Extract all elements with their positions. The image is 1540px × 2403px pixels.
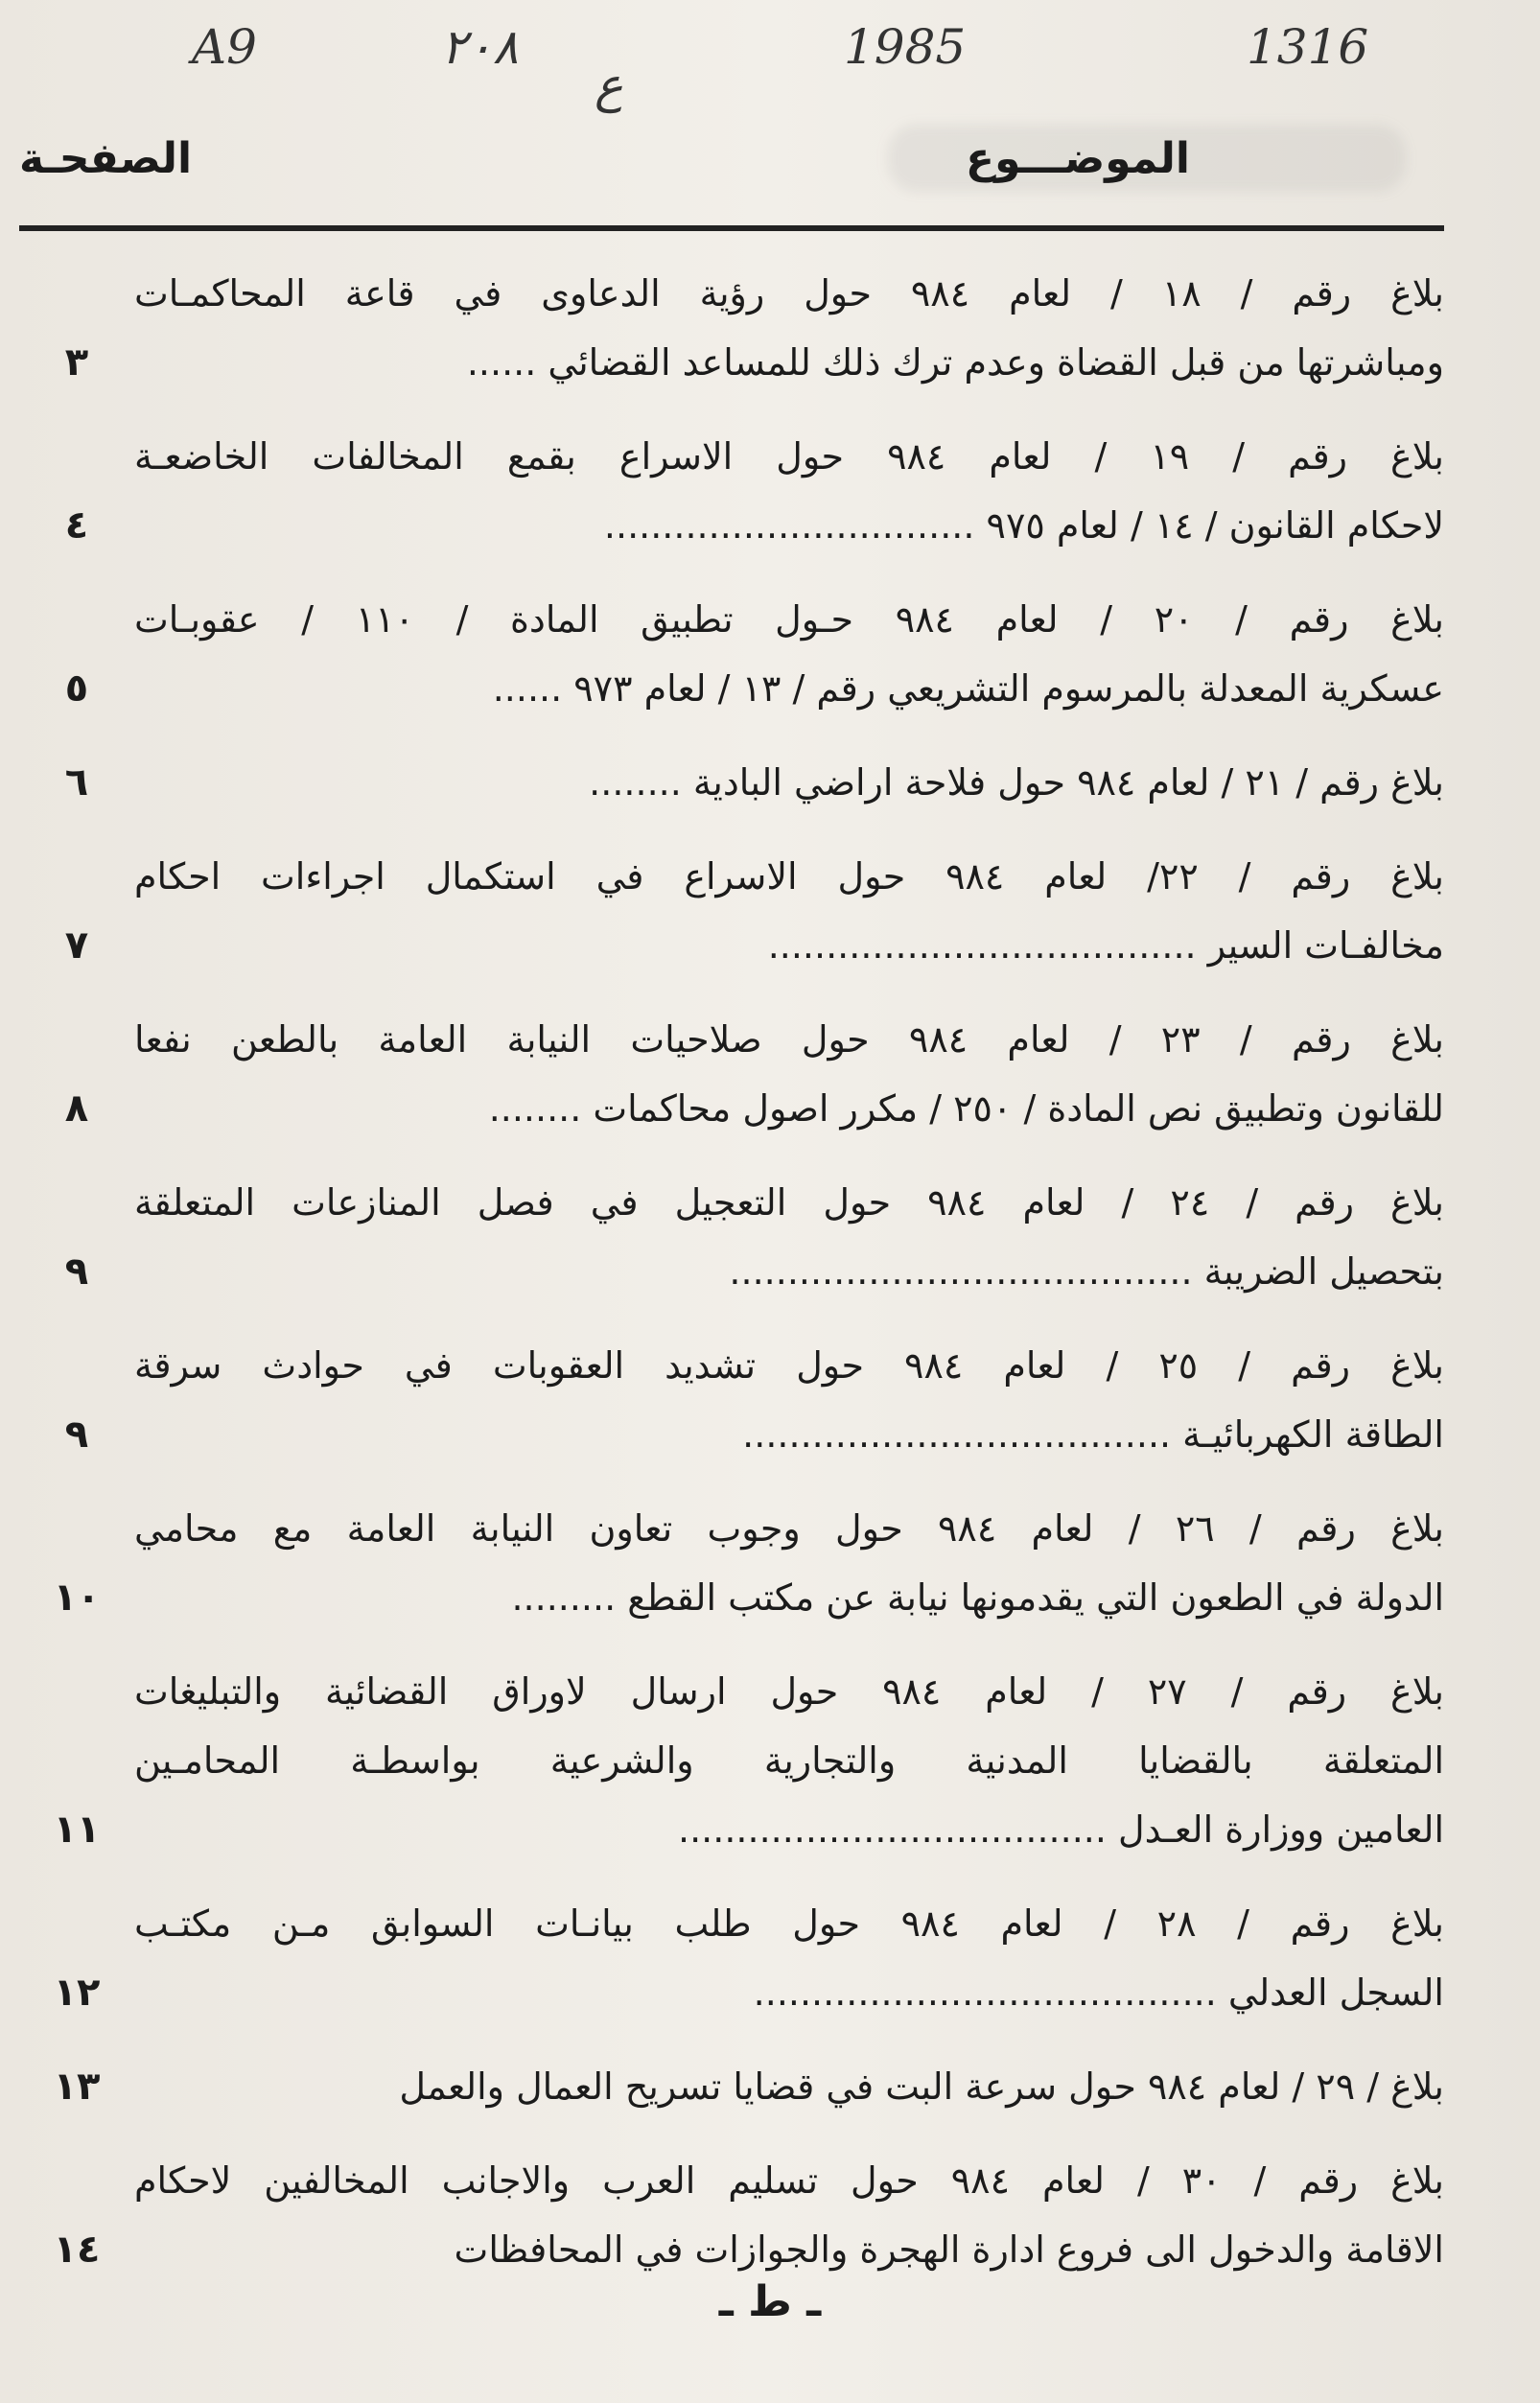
toc-entry [19,1331,1444,1469]
entry-line: ومباشرتها من قبل القضاة وعدم ترك ذلك للمساعد القضائي ...... [466,341,1444,384]
entry-page-number: ١٤ [53,2228,101,2272]
toc-entries [19,259,1444,2272]
entry-line: بلاغ رقم / ١٨ / لعام ٩٨٤ حول رؤية الدعاوى في قاعة المحاكمـات [134,272,1444,315]
toc-entry [19,259,1444,397]
entry-page-number: ٤ [64,503,89,548]
entry-line: بتحصيل الضريبة ........................................ [729,1250,1444,1293]
entry-line: بلاغ رقم / ١٩ / لعام ٩٨٤ حول الاسراع بقمع المخالفات الخاضعـة [134,435,1444,478]
entry-page-number: ١١ [53,1808,101,1852]
toc-entry [19,585,1444,723]
entry-page-number: ٩ [64,1249,89,1294]
entry-line: بلاغ / ٢٩ / لعام ٩٨٤ حول سرعة البت في قضايا تسريح العمال والعمل [399,2065,1444,2108]
table-header [19,134,1444,201]
entry-line: بلاغ رقم / ٣٠ / لعام ٩٨٤ حول تسليم العرب والاجانب المخالفين لاحكام [134,2159,1444,2202]
entry-line: عسكرية المعدلة بالمرسوم التشريعي رقم / ١٣ / لعام ٩٧٣ ...... [492,667,1444,710]
entry-page-number: ١٠ [53,1575,101,1620]
entry-line: للقانون وتطبيق نص المادة / ٢٥٠ / مكرر اصول محاكمات ........ [488,1087,1444,1130]
toc-entry [19,1494,1444,1632]
entry-line: بلاغ رقم / ٢٧ / لعام ٩٨٤ حول ارسال لاوراق القضائية والتبليغات [134,1670,1444,1713]
entry-line: الدولة في الطعون التي يقدمونها نيابة عن مكتب القطع ......... [511,1576,1444,1619]
toc-entry [19,842,1444,980]
entry-page-number: ٩ [64,1412,89,1457]
entry-line: السجل العدلي ........................................ [753,1971,1444,2014]
entry-line: بلاغ رقم / ٢٤ / لعام ٩٨٤ حول التعجيل في فصل المنازعات المتعلقة [134,1181,1444,1224]
toc-entry [19,2052,1444,2121]
entry-line: بلاغ رقم / ٢٣ / لعام ٩٨٤ حول صلاحيات النيابة العامة بالطعن نفعا [134,1018,1444,1061]
entry-line: المتعلقة بالقضايا المدنية والتجارية والشرعية بواسطـة المحامـين [134,1739,1444,1782]
toc-entry [19,1889,1444,2027]
entry-line: مخالفـات السير ..................................... [767,924,1444,967]
handwritten-note-3: ع [595,58,623,113]
handwritten-note-1: A9 [192,19,257,75]
entry-line: بلاغ رقم / ٢٥ / لعام ٩٨٤ حول تشديد العقوبات في حوادث سرقة [134,1344,1444,1387]
entry-line: بلاغ رقم / ٢٦ / لعام ٩٨٤ حول وجوب تعاون النيابة العامة مع محامي [134,1507,1444,1550]
entry-page-number: ٦ [64,760,89,805]
entry-page-number: ٨ [64,1086,89,1131]
entry-page-number: ٣ [64,340,89,385]
page-column-header: الصفحـة [19,134,193,183]
entry-line: الطاقة الكهربائيـة ..................................... [742,1413,1444,1456]
entry-line: الاقامة والدخول الى فروع ادارة الهجرة والجوازات في المحافظات [454,2228,1444,2271]
subject-column-header: الموضـــوع [966,134,1190,183]
handwritten-note-4: 1985 [844,19,967,75]
toc-entry [19,422,1444,560]
entry-line: العامين ووزارة العـدل ..................................... [678,1808,1444,1851]
entry-page-number: ٥ [64,666,89,711]
entry-page-number: ٧ [64,923,89,968]
toc-entry [19,2146,1444,2284]
toc-entry [19,1005,1444,1143]
entry-line: بلاغ رقم / ٢٨ / لعام ٩٨٤ حول طلب بيانـات السوابق مـن مكتـب [134,1902,1444,1945]
entry-line: بلاغ رقم / ٢٠ / لعام ٩٨٤ حـول تطبيق المادة / ١١٠ / عقوبـات [134,598,1444,641]
entry-line: بلاغ رقم / ٢٢/ لعام ٩٨٤ حول الاسراع في استكمال اجراءات احكام [134,855,1444,898]
header-rule [19,225,1444,231]
entry-page-number: ١٢ [53,1971,101,2015]
handwritten-note-2: ٢٠٨ [441,19,519,75]
entry-line: لاحكام القانون / ١٤ / لعام ٩٧٥ ................................ [603,504,1444,547]
entry-line: بلاغ رقم / ٢١ / لعام ٩٨٤ حول فلاحة اراضي البادية ........ [589,761,1444,804]
toc-entry [19,1657,1444,1864]
page-footer-letter: ـ ط ـ [718,2277,822,2326]
toc-entry [19,1168,1444,1306]
toc-entry [19,748,1444,817]
handwritten-note-5: 1316 [1247,19,1369,75]
entry-page-number: ١٣ [53,2065,101,2109]
